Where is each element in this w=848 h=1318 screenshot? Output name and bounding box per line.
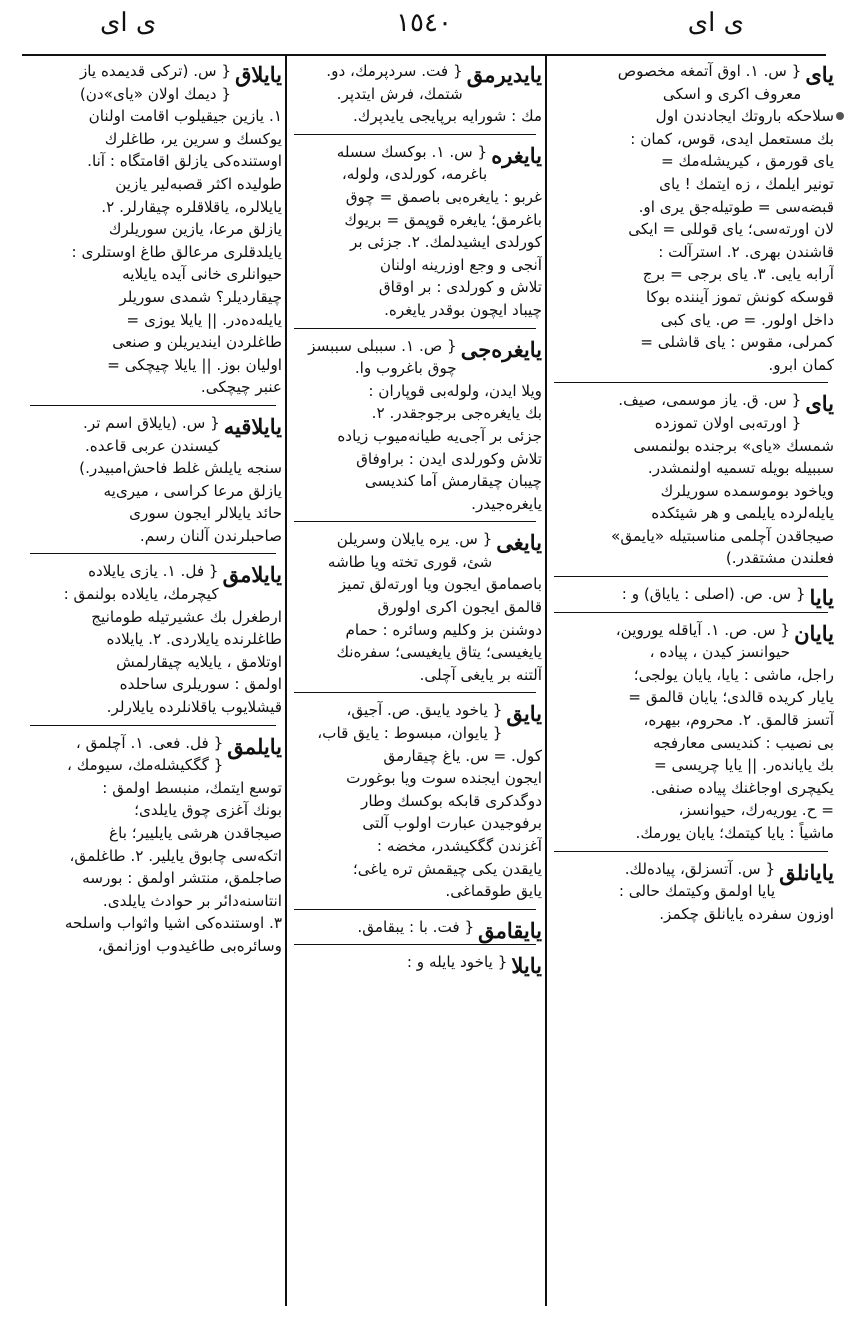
entry-text-line: آلتنه بر يايغى آچلى. [419, 665, 542, 684]
headword: ياى [805, 62, 834, 87]
column-divider-right [545, 56, 547, 1306]
entry-text-line: عنبر چيچكى. [200, 378, 282, 397]
headword: يايغى [496, 530, 542, 556]
column-middle [288, 60, 542, 1312]
entry-text-line: چيقارديلر؟ شمدى سوريلر [119, 287, 282, 306]
entry-text-line: قاشندن بهرى. ٢. استرآلت : [658, 242, 834, 261]
entry-text-line: { ديمك اولان «ياى»دن) [79, 84, 232, 103]
entry-text-line: اولمق : سوريلرى ساحلده [119, 675, 282, 694]
entry-text-line: يازلق مرعا كراسى ، ميرى‌يه [103, 481, 282, 500]
headword: يايغره‌جى [460, 336, 542, 362]
entry-separator [30, 553, 276, 554]
entry-separator [294, 134, 536, 135]
column-divider-left [285, 56, 287, 1306]
entry-text-line: راجل، ماشى : يايا، يايان يولجى؛ [633, 665, 834, 684]
entry-text-line: يوكسك و سرين ير، طاغلرك [104, 129, 282, 148]
entry-text-line: { س. (تركى قديمده ياز [79, 62, 232, 80]
entry-text-line: بك يايانده‌ر. || يايا چريسى = [653, 756, 834, 775]
entry-text-line: آرابه يايى. ٣. ياى برجى = برج [642, 265, 834, 284]
dictionary-entry [288, 141, 542, 322]
header-left-guide-word: ى اى [100, 8, 157, 38]
entry-text-line: يايق طوقماغى. [445, 882, 542, 901]
entry-text-line: قوسكه كونش تموز آيننده بوكا [646, 287, 834, 306]
entry-text-line: كيسندن عربى قاعده. [84, 436, 220, 455]
entry-text-line: تونير ايلمك ، زه ايتمك ! ياى [659, 174, 834, 193]
entry-text-line: تلاش و كورلدى : بر اوقاق [378, 278, 542, 297]
entry-text-line: شتمك، فرش ايتدپر. [336, 84, 463, 103]
entry-text-line: انتاسنه‌داىٔر بر حوادث يايلدى. [102, 891, 282, 910]
entry-text-line: { س. ص. ١. آياقله يوروين، [615, 620, 791, 639]
entry-separator [30, 405, 276, 406]
page-header [22, 8, 826, 50]
entry-text-line: طاغلرنده يايلاردى. ٢. يايلاده [106, 630, 282, 649]
entry-text-line: جزئى بر آجى‌يه طيانه‌ميوب زياده [337, 426, 542, 445]
entry-text-line: شمسك «ياى» برجنده بولنمسى [633, 436, 834, 455]
entry-text-line: باغرمه، كورلدى، ولوله، [341, 165, 488, 184]
entry-text-line: كمان ابرو. [768, 355, 834, 374]
entry-text-line: غربو : يايغره‌بى باصمق = چوق [345, 187, 542, 206]
entry-separator [554, 576, 828, 577]
entry-text-line: يكيچرى اوجاغنك پياده صنفى. [650, 778, 834, 797]
entry-text-line: { فت. سردپرمك، دو. [326, 62, 463, 80]
entry-text-line: يايغره‌جيدر. [471, 494, 542, 513]
entry-text-line: { س. ق. ياز موسمى، صيف. [618, 391, 802, 410]
dictionary-entry [548, 389, 834, 570]
entry-text-line: باصمامق ايجون ويا اورته‌لق تميز [338, 575, 542, 594]
dictionary-entry [24, 732, 282, 958]
headword: يايلمق [227, 733, 282, 759]
entry-text-line: { فت. با : يبقامق. [357, 917, 475, 936]
entry-text-line: { س. يره يايلان وسريلن [336, 530, 493, 549]
entry-text-line: صاجلمق، منتشر اولمق : بورسه [82, 869, 282, 888]
entry-text-line: { ياخود يايله و : [406, 953, 508, 972]
entry-text-line: حيوانسز كيدن ، پياده ، [649, 643, 791, 662]
entry-text-line: چيبان چيقارمش آما كنديسى [364, 472, 542, 491]
entry-separator [294, 328, 536, 329]
entry-text-line: مك : شورايه برپايجى يايدپرك. [352, 107, 542, 126]
headword: يايق [506, 701, 542, 727]
entry-text-line: كورلدى ايشيدلمك. ٢. جزئى بر [349, 233, 542, 252]
entry-text-line: { گگكيشله‌مك، سيومك ، [67, 756, 224, 775]
entry-text-line: بى نصيب : كنديسى معارفجه [652, 733, 834, 752]
entry-separator [294, 521, 536, 522]
dictionary-entry [288, 699, 542, 902]
entry-text-line: اوليان بوز. || يايلا چيچكى = [107, 355, 282, 374]
entry-text-line: بك يايغره‌جى برجوجقدر. ٢. [371, 404, 542, 423]
entry-text-line: اوزون سفرده يايانلق چكمز. [659, 904, 834, 923]
entry-text-line: لان اورته‌سى؛ ياى قوللى = ايكى [628, 220, 834, 239]
header-right-guide-word: ى اى [687, 8, 744, 38]
headword: ياى [805, 391, 834, 417]
entry-text-line: بونك آغزى چوق يايلدى؛ [134, 801, 282, 820]
dictionary-entry [24, 560, 282, 718]
entry-text-line: حائد يايلالر ايجون سورى [129, 504, 282, 523]
entry-text-line: يايله‌ده‌در. || يايلا يوزى = [126, 310, 282, 329]
entry-text-line: چوق باغروب وا. [354, 359, 457, 378]
entry-text-line: يايلدقلرى مرعالق طاغ اوستلرى : [71, 242, 282, 261]
header-rule [22, 54, 826, 56]
entry-text-line: بك مستعمل ايدى، قوس، كمان : [630, 129, 834, 148]
headword: يايقامق [478, 917, 542, 943]
dictionary-entry [24, 412, 282, 548]
entry-text-line: { اورته‌بى اولان تموزده [654, 413, 802, 432]
dictionary-entry [288, 528, 542, 686]
entry-text-line: ياى قورمق ، كيريشله‌مك = [661, 152, 834, 171]
dictionary-entry [288, 335, 542, 516]
dictionary-entry [288, 916, 542, 943]
margin-dot [836, 112, 844, 120]
dictionary-entry [24, 60, 282, 399]
entry-text-line: { يايوان، مبسوط : يايق قاب، [317, 724, 503, 743]
entry-text-line: يايا اولمق وكيتمك حالى : [618, 882, 776, 901]
entry-text-line: برفوجيدن عبارت اولوب آلتى [362, 814, 542, 833]
entry-text-line: صيجاقدن هرشى يايليير؛ باغ [109, 824, 282, 842]
entry-text-line: ١. يازين جيقيلوب اقامت اولنان [88, 107, 282, 126]
entry-text-line: كيچرمك، يايلاده بولنمق : [63, 585, 219, 604]
entry-text-line: { فل. ١. يازى يايلاده [88, 562, 219, 581]
headword: يايلامق [222, 562, 282, 588]
headword: يايلا [511, 953, 542, 979]
entry-separator [30, 725, 276, 726]
dictionary-entry [548, 619, 834, 845]
entry-text-line: اتكه‌سى چابوق يايلير. ٢. طاغلمق، [69, 846, 282, 865]
entry-text-line: ارطغرل بك عشيرتيله طومانيج [91, 607, 282, 626]
entry-text-line: تلاش وكورلدى ايدن : براوفاق [356, 449, 542, 468]
entry-separator [294, 909, 536, 910]
entry-text-line: آتسز قالمق. ٢. محروم، بيهره، [643, 711, 834, 730]
entry-text-line: قالمق ايجون اكرى اولورق [377, 598, 542, 617]
entry-text-line: { س. ١. اوق آتمغه مخصوص [617, 62, 802, 80]
headword: يايلاقيه [223, 413, 282, 439]
headword: يايا [809, 585, 834, 611]
dictionary-entry [288, 60, 542, 128]
entry-text-line: دوگدكرى قابكه بوكسك وطار [361, 791, 542, 810]
entry-text-line: كول. = س. ياغ چيقارمق [383, 746, 542, 765]
entry-text-line: طوليده اكثر قصبه‌لير يازين [115, 174, 282, 193]
entry-text-line: { ص. ١. سببلى سببسز [308, 336, 457, 355]
entry-text-line: يايقدن يكى چيقمش تره ياغى؛ [352, 859, 542, 878]
entry-text-line: آنجى و وجع اوزرينه اولنان [379, 255, 542, 274]
page-number: ١٥٤٠ [396, 8, 452, 38]
entry-text-line: كمرلى، مقوس : ياى قاشلى = [640, 333, 834, 352]
column-right [548, 60, 834, 1312]
entry-separator [554, 382, 828, 383]
headword: يايغره [491, 142, 542, 168]
entry-text-line: يايلالره، ياقلاقلره چيقارلر. ٢. [101, 197, 282, 216]
entry-text-line: شئ، قورى تخته ويا طاشه [327, 552, 493, 571]
entry-separator [554, 612, 828, 613]
entry-text-line: حيوانلرى خانى آيده يايلايه [122, 265, 282, 284]
dictionary-entry [288, 951, 542, 979]
entry-text-line: معروف اكرى و اسكى [662, 84, 802, 103]
entry-text-line: قبضه‌سى = طوتيله‌جق يرى او. [638, 197, 834, 216]
dictionary-entry [548, 60, 834, 376]
entry-text-line: صاحبلرندن آلنان رسم. [139, 526, 282, 545]
entry-text-line: { فل. فعى. ١. آچلمق ، [75, 733, 224, 752]
entry-text-line: سنجه يايلش غلط فاحش‌امبيدر.) [79, 459, 282, 478]
entry-text-line: يايله‌لرده يايلمى و هر شيئكده [651, 504, 834, 523]
headword: يايديرمق [466, 62, 542, 87]
entry-separator [554, 851, 828, 852]
entry-text-line: اوتلامق ، يايلايه چيقارلمش [116, 652, 282, 671]
headword: يايان [794, 620, 834, 646]
entry-text-line: وسائره‌بى طاغيدوب اوزانمق، [97, 936, 282, 955]
entry-text-line: صيجاقدن آچلمى مناسبتيله «يايمق» [611, 526, 834, 545]
entry-text-line: طاغلردن اينديريلن و صنعى [112, 333, 282, 352]
entry-text-line: { س. ١. بوكسك سسله [336, 142, 488, 161]
entry-text-line: ماشياً : يايا كيتمك؛ يايان يورمك. [635, 824, 834, 842]
entry-text-line: يازلق مرعا، يازين سوريلرك [108, 220, 282, 239]
entry-text-line: ايجون ايجنده سوت ويا بوغورت [346, 769, 542, 788]
entry-text-line: { ياخود يايىق. ص. آجيق، [346, 701, 503, 720]
entry-text-line: فعلندن مشتقدر.) [725, 549, 834, 568]
entry-text-line: داخل اولور. = ص. ياى كبى [660, 310, 834, 329]
entry-text-line: آغزندن گگكيشدر، مخضه : [376, 837, 542, 855]
entry-text-line: قيشلايوب ياقلانلرده يايلارلر. [106, 698, 282, 717]
entry-text-line: اوستنده‌كى يازلق اقامتگاه : آنا. [87, 152, 282, 171]
entry-separator [294, 692, 536, 693]
entry-text-line: وياخود بوموسمده سوريلرك [660, 481, 834, 500]
dictionary-entry [548, 583, 834, 611]
entry-text-line: يايغيسى؛ يتاق يايغيسى؛ سفره‌نك [336, 643, 542, 662]
entry-text-line: دوشنن بز وكليم وسائره : حمام [345, 620, 542, 639]
headword: يايلاق [235, 62, 282, 87]
entry-text-line: { س. (يايلاق اسم تر. [83, 413, 220, 432]
dictionary-entry [548, 858, 834, 926]
entry-text-line: باغرمق؛ يايغره قوپمق = بريوك [344, 210, 542, 229]
entry-text-line: ويلا ايدن، ولوله‌بى قوپاران : [368, 381, 542, 400]
entry-text-line: چيباد ايچون بوقدر يايغره. [384, 300, 542, 319]
entry-text-line: = ح. يوريه‌رك، حيوانسز، [678, 801, 834, 820]
column-left [24, 60, 282, 1312]
entry-text-line: يايار كريده قالدى؛ يايان قالمق = [628, 688, 834, 707]
entry-text-line: { س. آتسزلق، پياده‌لك. [624, 859, 776, 878]
entry-text-line: ٣. اوستنده‌كى اشيا واثواب واسلحه [64, 914, 282, 933]
entry-text-line: سببيله بويله تسميه اولنمشدر. [647, 459, 834, 478]
headword: يايانلق [779, 859, 834, 885]
entry-text-line: توسع ايتمك، منبسط اولمق : [102, 778, 282, 797]
entry-text-line: سلاحكه باروتك ايجادندن اول [655, 107, 834, 126]
entry-text-line: { س. ص. (اصلى : ياياق) و : [621, 585, 806, 604]
